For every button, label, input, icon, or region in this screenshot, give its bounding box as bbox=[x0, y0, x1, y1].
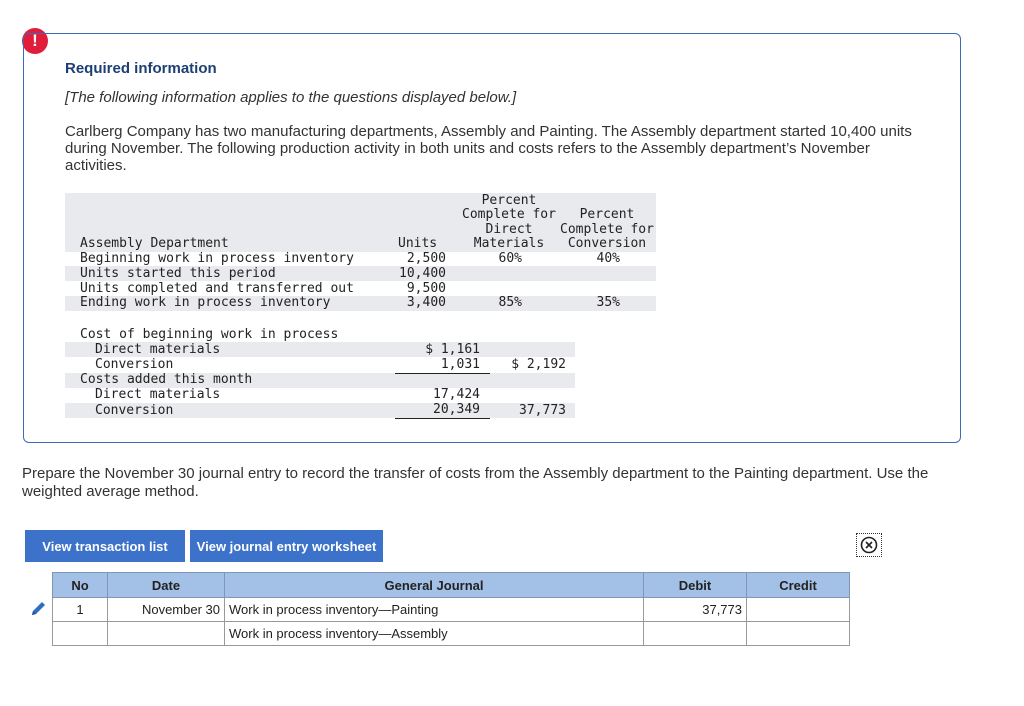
row-date[interactable] bbox=[108, 622, 225, 646]
alert-icon: ! bbox=[22, 28, 48, 54]
required-information-subtitle: [The following information applies to the questions displayed below.] bbox=[65, 89, 517, 106]
row-units: 10,400 bbox=[399, 266, 446, 281]
row-label: Beginning work in process inventory bbox=[80, 251, 354, 266]
journal-row[interactable] bbox=[53, 622, 850, 646]
beginning-wip-label: Cost of beginning work in process bbox=[80, 327, 339, 342]
beginning-conversion-value: 1,031 bbox=[440, 357, 480, 372]
beginning-total: $ 2,192 bbox=[511, 357, 566, 372]
row-account[interactable]: Work in process inventory—Assembly bbox=[225, 622, 644, 646]
row-credit[interactable] bbox=[747, 598, 850, 622]
row-materials: 60% bbox=[498, 251, 522, 266]
close-icon[interactable] bbox=[856, 533, 882, 557]
header-conversion-1: Percent bbox=[579, 207, 635, 222]
beginning-dm-label: Direct materials bbox=[95, 342, 221, 357]
row-debit[interactable] bbox=[644, 622, 747, 646]
header-conversion-3: Conversion bbox=[567, 236, 647, 251]
row-conversion: 35% bbox=[596, 295, 620, 310]
header-conversion-2: Complete for bbox=[560, 222, 654, 237]
row-units: 3,400 bbox=[406, 295, 446, 310]
journal-row[interactable] bbox=[53, 598, 850, 622]
row-date[interactable]: November 30 bbox=[108, 598, 225, 622]
header-debit: Debit bbox=[644, 573, 747, 598]
beginning-conversion-label: Conversion bbox=[95, 357, 174, 372]
row-materials: 85% bbox=[498, 295, 522, 310]
row-label: Units completed and transferred out bbox=[80, 281, 354, 296]
row-units: 2,500 bbox=[406, 251, 446, 266]
added-conversion-label: Conversion bbox=[95, 403, 174, 418]
row-account[interactable]: Work in process inventory—Painting bbox=[225, 598, 644, 622]
header-materials-1: Percent bbox=[481, 193, 537, 208]
header-date: Date bbox=[108, 573, 225, 598]
row-label: Units started this period bbox=[80, 266, 276, 281]
required-information-title: Required information bbox=[65, 60, 217, 77]
header-department: Assembly Department bbox=[80, 236, 229, 251]
header-materials-3: Direct bbox=[485, 222, 533, 237]
row-no: 1 bbox=[53, 598, 108, 622]
added-conversion-value: 20,349 bbox=[433, 402, 480, 417]
row-debit[interactable]: 37,773 bbox=[644, 598, 747, 622]
header-credit: Credit bbox=[747, 573, 850, 598]
costs-added-label: Costs added this month bbox=[80, 372, 253, 387]
view-transaction-list-button[interactable]: View transaction list bbox=[25, 530, 185, 562]
header-units: Units bbox=[398, 236, 438, 251]
journal-table bbox=[52, 572, 850, 646]
row-conversion: 40% bbox=[596, 251, 620, 266]
pencil-icon[interactable] bbox=[30, 599, 48, 617]
beginning-dm-value: $ 1,161 bbox=[425, 342, 480, 357]
added-dm-value: 17,424 bbox=[433, 387, 480, 402]
added-dm-label: Direct materials bbox=[95, 387, 221, 402]
row-credit[interactable] bbox=[747, 622, 850, 646]
row-no bbox=[53, 622, 108, 646]
row-units: 9,500 bbox=[406, 281, 446, 296]
header-general-journal: General Journal bbox=[225, 573, 644, 598]
header-no: No bbox=[53, 573, 108, 598]
view-journal-entry-worksheet-button[interactable]: View journal entry worksheet bbox=[190, 530, 383, 562]
question-prompt: Prepare the November 30 journal entry to record the transfer of costs from the Assembly department to the Painting department. Use the weighted average method. bbox=[22, 465, 929, 500]
header-materials-4: Materials bbox=[473, 236, 545, 251]
added-total: 37,773 bbox=[519, 403, 566, 418]
required-information-paragraph: Carlberg Company has two manufacturing departments, Assembly and Painting. The Assembly department started 10,400 units during November. The following production activity in both units and costs refers to the Assembly department’s November activities. bbox=[65, 123, 912, 174]
header-materials-2: Complete for bbox=[462, 207, 556, 222]
row-label: Ending work in process inventory bbox=[80, 295, 331, 310]
